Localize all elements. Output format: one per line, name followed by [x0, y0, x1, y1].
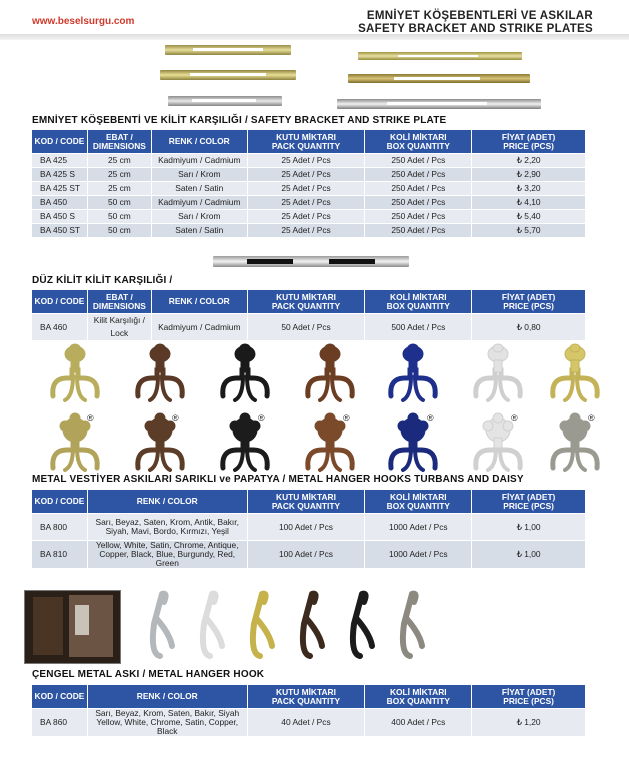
table-cell: 25 Adet / Pcs: [247, 196, 365, 210]
table-cell: BA 860: [32, 709, 88, 737]
table-cell: BA 450: [32, 196, 88, 210]
hook-yellow-image: [253, 594, 272, 656]
table-cell: ₺ 4,10: [472, 196, 586, 210]
col-header-code: KOD / CODE: [32, 130, 88, 154]
page-title-en: SAFETY BRACKET AND STRIKE PLATES: [358, 23, 593, 35]
table-cell: ₺ 1,00: [472, 514, 586, 541]
table-cell: ₺ 1,20: [472, 709, 586, 737]
table-cell: 25 cm: [87, 154, 151, 168]
table-cell: 25 Adet / Pcs: [247, 168, 365, 182]
strike-plate-image: [348, 74, 530, 83]
table-cell: BA 810: [32, 541, 88, 569]
registered-mark: ®: [172, 413, 179, 423]
table-cell: 100 Adet / Pcs: [247, 541, 365, 569]
turban-hook-black-image: [223, 344, 267, 400]
table-cell: BA 460: [32, 314, 88, 341]
table-cell: Kadmiyum / Cadmium: [151, 314, 247, 341]
strike-plate-image: [337, 99, 541, 109]
col-header-price: FİYAT (ADET) PRICE (PCS): [472, 130, 586, 154]
table-cell: BA 425 ST: [32, 182, 88, 196]
website-url: www.beselsurgu.com: [32, 16, 135, 27]
turban-hook-white-image: [476, 344, 520, 400]
table-cell: Sarı / Krom: [151, 168, 247, 182]
section-title-metal-hook: ÇENGEL METAL ASKI / METAL HANGER HOOK: [32, 669, 265, 680]
table-row: [32, 314, 586, 341]
table-cell: Kilit Karşılığı / Lock: [87, 314, 151, 341]
table-cell: 100 Adet / Pcs: [247, 514, 365, 541]
table-cell: 250 Adet / Pcs: [365, 224, 472, 238]
table-header-row: [32, 290, 586, 314]
table-row: [32, 541, 586, 569]
column-header: KOD / CODE: [32, 685, 88, 709]
column-header: KOLİ MİKTARI BOX QUANTITY: [365, 290, 472, 314]
section-title-lock-strike: DÜZ KİLİT KİLİT KARŞILIĞI /: [32, 275, 173, 286]
metal-hook-table: [31, 684, 586, 737]
column-header: KUTU MİKTARI PACK QUANTITY: [247, 290, 365, 314]
table-row: [32, 168, 586, 182]
table-row: [32, 182, 586, 196]
metal-hooks-illustration: [130, 588, 430, 664]
table-cell: ₺ 0,80: [472, 314, 586, 341]
table-row: [32, 210, 586, 224]
table-cell: ₺ 2,20: [472, 154, 586, 168]
lock-strike-plate-image: [213, 256, 409, 267]
table-cell: ₺ 1,00: [472, 541, 586, 569]
column-header: FİYAT (ADET) PRICE (PCS): [472, 685, 586, 709]
col-header-box: KOLİ MİKTARI BOX QUANTITY: [365, 130, 472, 154]
safety-bracket-table: [31, 129, 586, 238]
turban-hook-copper-image: [138, 344, 182, 400]
table-cell: 250 Adet / Pcs: [365, 196, 472, 210]
table-cell: BA 425: [32, 154, 88, 168]
table-cell: 50 cm: [87, 224, 151, 238]
section-title-hanger-hooks: METAL VESTİYER ASKILARI SARIKLI ve PAPATYA / METAL HANGER HOOKS TURBANS AND DAISY: [32, 474, 524, 485]
hanger-hooks-illustration: [0, 338, 629, 473]
strike-plate-image: [358, 52, 522, 60]
table-cell: 1000 Adet / Pcs: [365, 514, 472, 541]
table-cell: 250 Adet / Pcs: [365, 168, 472, 182]
lock-strike-table: [31, 289, 586, 341]
hook-black-image: [353, 594, 372, 656]
table-cell: ₺ 5,70: [472, 224, 586, 238]
column-header: FİYAT (ADET) PRICE (PCS): [472, 490, 586, 514]
column-header: KOLİ MİKTARI BOX QUANTITY: [365, 490, 472, 514]
column-header: KUTU MİKTARI PACK QUANTITY: [247, 490, 365, 514]
table-row: [32, 709, 586, 737]
hanger-hooks-table: [31, 489, 586, 569]
col-header-color: RENK / COLOR: [151, 130, 247, 154]
registered-mark: ®: [588, 413, 595, 423]
column-header: KOLİ MİKTARI BOX QUANTITY: [365, 685, 472, 709]
table-row: [32, 154, 586, 168]
table-cell: ₺ 5,40: [472, 210, 586, 224]
table-cell: ₺ 3,20: [472, 182, 586, 196]
table-cell: Sarı, Beyaz, Saten, Krom, Antik, Bakır, Siyah, Mavi, Bordo, Kırmızı, Yeşil: [87, 514, 247, 541]
table-cell: Kadmiyum / Cadmium: [151, 154, 247, 168]
table-cell: 50 cm: [87, 210, 151, 224]
table-cell: BA 800: [32, 514, 88, 541]
hook-chrome-image: [153, 594, 172, 656]
wardrobe-photo: [24, 590, 121, 664]
col-header-dimensions: EBAT / DIMENSIONS: [87, 130, 151, 154]
table-cell: BA 450 S: [32, 210, 88, 224]
column-header: EBAT / DIMENSIONS: [87, 290, 151, 314]
turban-hook-gold-image: [553, 344, 597, 400]
hook-satin-image: [403, 594, 422, 656]
col-header-pack: KUTU MİKTARI PACK QUANTITY: [247, 130, 365, 154]
table-cell: ₺ 2,90: [472, 168, 586, 182]
table-cell: Sarı, Beyaz, Krom, Saten, Bakır, Siyah Yellow, White, Chrome, Satin, Copper, Black: [87, 709, 247, 737]
table-row: [32, 514, 586, 541]
table-cell: 250 Adet / Pcs: [365, 182, 472, 196]
table-cell: 25 cm: [87, 182, 151, 196]
strike-plate-image: [160, 70, 296, 80]
turban-hook-blue-image: [391, 344, 435, 400]
table-cell: 500 Adet / Pcs: [365, 314, 472, 341]
column-header: FİYAT (ADET) PRICE (PCS): [472, 290, 586, 314]
table-cell: 400 Adet / Pcs: [365, 709, 472, 737]
table-row: [32, 196, 586, 210]
hook-white-image: [203, 594, 222, 656]
registered-mark: ®: [511, 413, 518, 423]
table-cell: 40 Adet / Pcs: [247, 709, 365, 737]
column-header: KOD / CODE: [32, 290, 88, 314]
table-cell: Saten / Satin: [151, 182, 247, 196]
table-cell: 25 Adet / Pcs: [247, 224, 365, 238]
section-title-safety-bracket: EMNİYET KÖŞEBENTİ VE KİLİT KARŞILIĞI / SAFETY BRACKET AND STRIKE PLATE: [32, 115, 447, 126]
table-cell: 250 Adet / Pcs: [365, 154, 472, 168]
page-title-tr: EMNİYET KÖŞEBENTLERİ VE ASKILAR: [366, 10, 593, 22]
table-cell: 50 cm: [87, 196, 151, 210]
table-cell: Sarı / Krom: [151, 210, 247, 224]
table-header-row: [32, 490, 586, 514]
column-header: KOD / CODE: [32, 490, 88, 514]
table-row: [32, 224, 586, 238]
registered-mark: ®: [258, 413, 265, 423]
registered-mark: ®: [427, 413, 434, 423]
column-header: RENK / COLOR: [87, 490, 247, 514]
table-cell: 1000 Adet / Pcs: [365, 541, 472, 569]
table-header-row: [32, 130, 586, 154]
table-cell: 25 Adet / Pcs: [247, 154, 365, 168]
table-cell: 50 Adet / Pcs: [247, 314, 365, 341]
table-cell: Kadmiyum / Cadmium: [151, 196, 247, 210]
column-header: KUTU MİKTARI PACK QUANTITY: [247, 685, 365, 709]
hook-copper-image: [303, 594, 322, 656]
table-cell: Yellow, White, Satin, Chrome, Antique, Copper, Black, Blue, Burgundy, Red, Green: [87, 541, 247, 569]
turban-hook-antique-image: [308, 344, 352, 400]
strike-plate-image: [168, 96, 282, 106]
table-cell: 25 Adet / Pcs: [247, 182, 365, 196]
registered-mark: ®: [343, 413, 350, 423]
table-cell: 25 Adet / Pcs: [247, 210, 365, 224]
table-cell: BA 450 ST: [32, 224, 88, 238]
column-header: RENK / COLOR: [151, 290, 247, 314]
table-cell: 25 cm: [87, 168, 151, 182]
table-cell: BA 425 S: [32, 168, 88, 182]
column-header: RENK / COLOR: [87, 685, 247, 709]
table-cell: Saten / Satin: [151, 224, 247, 238]
table-header-row: [32, 685, 586, 709]
turban-hook-yellow-image: [53, 344, 97, 400]
strike-plate-image: [165, 45, 291, 55]
table-cell: 250 Adet / Pcs: [365, 210, 472, 224]
registered-mark: ®: [87, 413, 94, 423]
